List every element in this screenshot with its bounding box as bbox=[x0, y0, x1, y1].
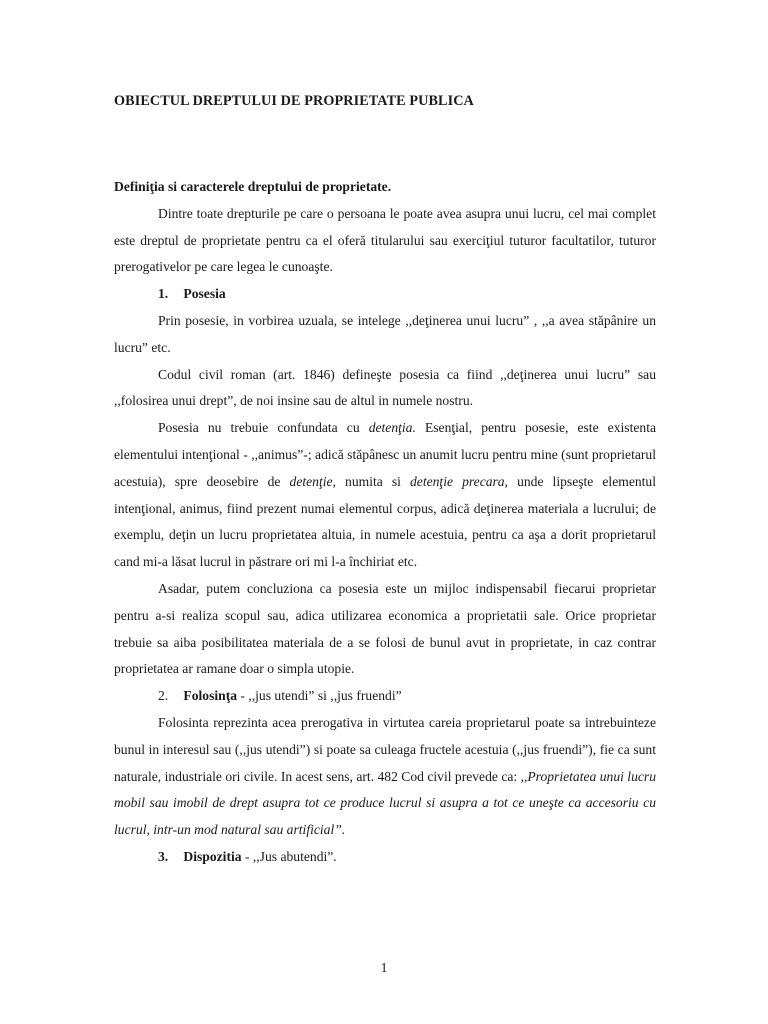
document-body bbox=[114, 174, 656, 871]
document-title: OBIECTUL DREPTULUI DE PROPRIETATE PUBLICA bbox=[114, 93, 474, 109]
item2-paragraph-1 bbox=[114, 710, 656, 844]
item2-p1-quote: ,,Proprietatea unui lucru mobil sau imobil de drept asupra tot ce produce lucrul si asupra a tot ce uneşte ca accesoriu cu lucrul, intr-un mod natural sau artificial”. bbox=[114, 768, 657, 838]
item3-number: 3. bbox=[158, 848, 169, 864]
item3-heading-text: Dispozitia bbox=[183, 848, 242, 864]
item1-paragraph-4: Asadar, putem concluziona ca posesia este un mijloc indispensabil fiecarui proprietar pentru a-si realiza scopul sau, adica utilizarea economica a proprietatii sale. Orice proprietar trebuie sa aiba posibilitatea materiala de a se folosi de bunul avut in proprietate, in caz contrar proprietatea ar ramane doar o simpla utopie. bbox=[114, 580, 656, 677]
item2-number: 2. bbox=[158, 688, 169, 704]
item1-p3-detentie: detenţie bbox=[289, 473, 333, 489]
item1-paragraph-1: Prin posesie, in vorbirea uzuala, se intelege ,,deţinerea unui lucru” , ,,a avea stăpânire un lucru” etc. bbox=[114, 312, 656, 355]
item1-heading bbox=[114, 281, 656, 308]
intro-paragraph: Dintre toate drepturile pe care o persoana le poate avea asupra unui lucru, cel mai complet este dreptul de proprietate pentru ca el oferă titularului sau exerciţiul tuturor facultatilor, tuturor prerogativelor pe care legea le cunoaşte. bbox=[114, 205, 656, 275]
item1-heading-text: Posesia bbox=[183, 286, 226, 302]
item2-p1-part-a: Folosinta reprezinta acea prerogativa in virtutea careia proprietarul poate sa intrebuinteze bunul in interesul sau (,,jus utendi”) si poate sa culeaga fructele acestuia (,,jus fruendi”), fie ca sunt naturale, industriale ori civile. In acest sens, art. 482 Cod civil prevede ca: bbox=[114, 714, 656, 784]
item2-heading bbox=[114, 683, 656, 710]
item1-paragraph-3 bbox=[114, 415, 656, 576]
item1-p3-part-g: , unde lipseşte elementul intenţional, animus, fiind prezent numai elementul corpus, adică deţinerea materiala a lucrului; de exemplu, deţin un lucru proprietatea altuia, in numele acestuia, pentru ca aşa a dorit proprietarul cand mi-a lăsat lucrul in păstrare ori mi l-a închiriat etc. bbox=[114, 473, 656, 570]
item1-paragraph-2: Codul civil roman (art. 1846) defineşte posesia ca fiind ,,deţinerea unui lucru” sau ,,folosirea unui drept”, de noi insine sau de altul in numele nostru. bbox=[114, 366, 656, 409]
item3-heading-rest: - ,,Jus abutendi”. bbox=[241, 848, 337, 864]
item1-p3-part-a: Posesia nu trebuie confundata cu bbox=[158, 420, 369, 436]
item1-number: 1. bbox=[158, 286, 169, 302]
item2-heading-text: Folosinţa bbox=[183, 688, 238, 704]
section-heading: Definiţia si caracterele dreptului de proprietate. bbox=[114, 179, 392, 194]
item3-heading bbox=[114, 844, 656, 871]
item1-p3-detentie-precara: detenţie precara bbox=[409, 473, 505, 489]
item2-heading-rest: - ,,jus utendi” si ,,jus fruendi” bbox=[237, 688, 402, 704]
item1-p3-detentia: detenţia. bbox=[368, 420, 416, 436]
item1-p3-part-c: Esenţial, pentru posesie, este existenta elementului intenţional - ,,animus”-; adică stăpânesc un anumit lucru pentru mine (sunt proprietarul acestuia), spre deosebire de bbox=[114, 420, 656, 489]
item1-p3-part-e: , numita si bbox=[332, 473, 410, 489]
page-number: 1 bbox=[380, 960, 388, 975]
